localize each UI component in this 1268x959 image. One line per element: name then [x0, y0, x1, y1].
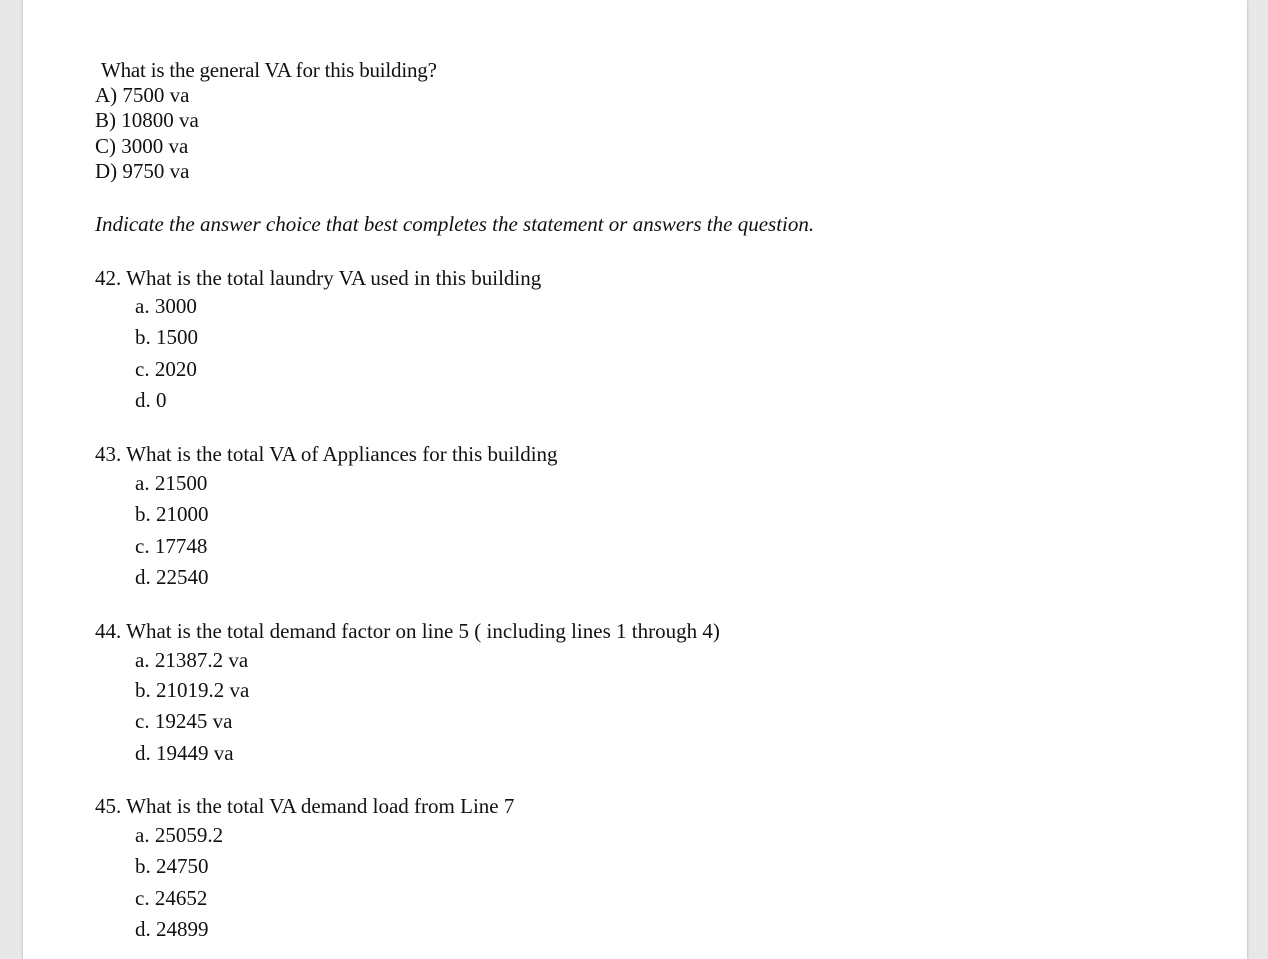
question-44: 44. What is the total demand factor on line 5 ( including lines 1 through 4) — [95, 619, 720, 643]
choice-44-d: d. 19449 va — [135, 741, 234, 765]
intro-option-d: D) 9750 va — [95, 159, 190, 183]
intro-option-a: A) 7500 va — [95, 83, 190, 107]
choice-42-b: b. 1500 — [135, 325, 198, 349]
choice-42-a: a. 3000 — [135, 294, 197, 318]
intro-option-c: C) 3000 va — [95, 134, 189, 158]
choice-44-c: c. 19245 va — [135, 709, 233, 733]
choice-45-c: c. 24652 — [135, 886, 208, 910]
question-43: 43. What is the total VA of Appliances for this building — [95, 442, 558, 466]
document-page — [23, 0, 1247, 959]
choice-45-a: a. 25059.2 — [135, 823, 224, 847]
choice-42-d: d. 0 — [135, 388, 167, 412]
choice-45-b: b. 24750 — [135, 854, 209, 878]
choice-42-c: c. 2020 — [135, 357, 197, 381]
choice-44-a: a. 21387.2 va — [135, 648, 249, 672]
intro-option-b: B) 10800 va — [95, 108, 199, 132]
intro-question: What is the general VA for this building? — [101, 58, 437, 82]
question-45: 45. What is the total VA demand load from Line 7 — [95, 794, 515, 818]
instruction-text: Indicate the answer choice that best completes the statement or answers the question. — [95, 212, 815, 236]
choice-43-b: b. 21000 — [135, 502, 209, 526]
choice-43-d: d. 22540 — [135, 565, 209, 589]
choice-44-b: b. 21019.2 va — [135, 678, 250, 702]
choice-43-a: a. 21500 — [135, 471, 208, 495]
choice-43-c: c. 17748 — [135, 534, 208, 558]
choice-45-d: d. 24899 — [135, 917, 209, 941]
question-42: 42. What is the total laundry VA used in this building — [95, 266, 542, 290]
